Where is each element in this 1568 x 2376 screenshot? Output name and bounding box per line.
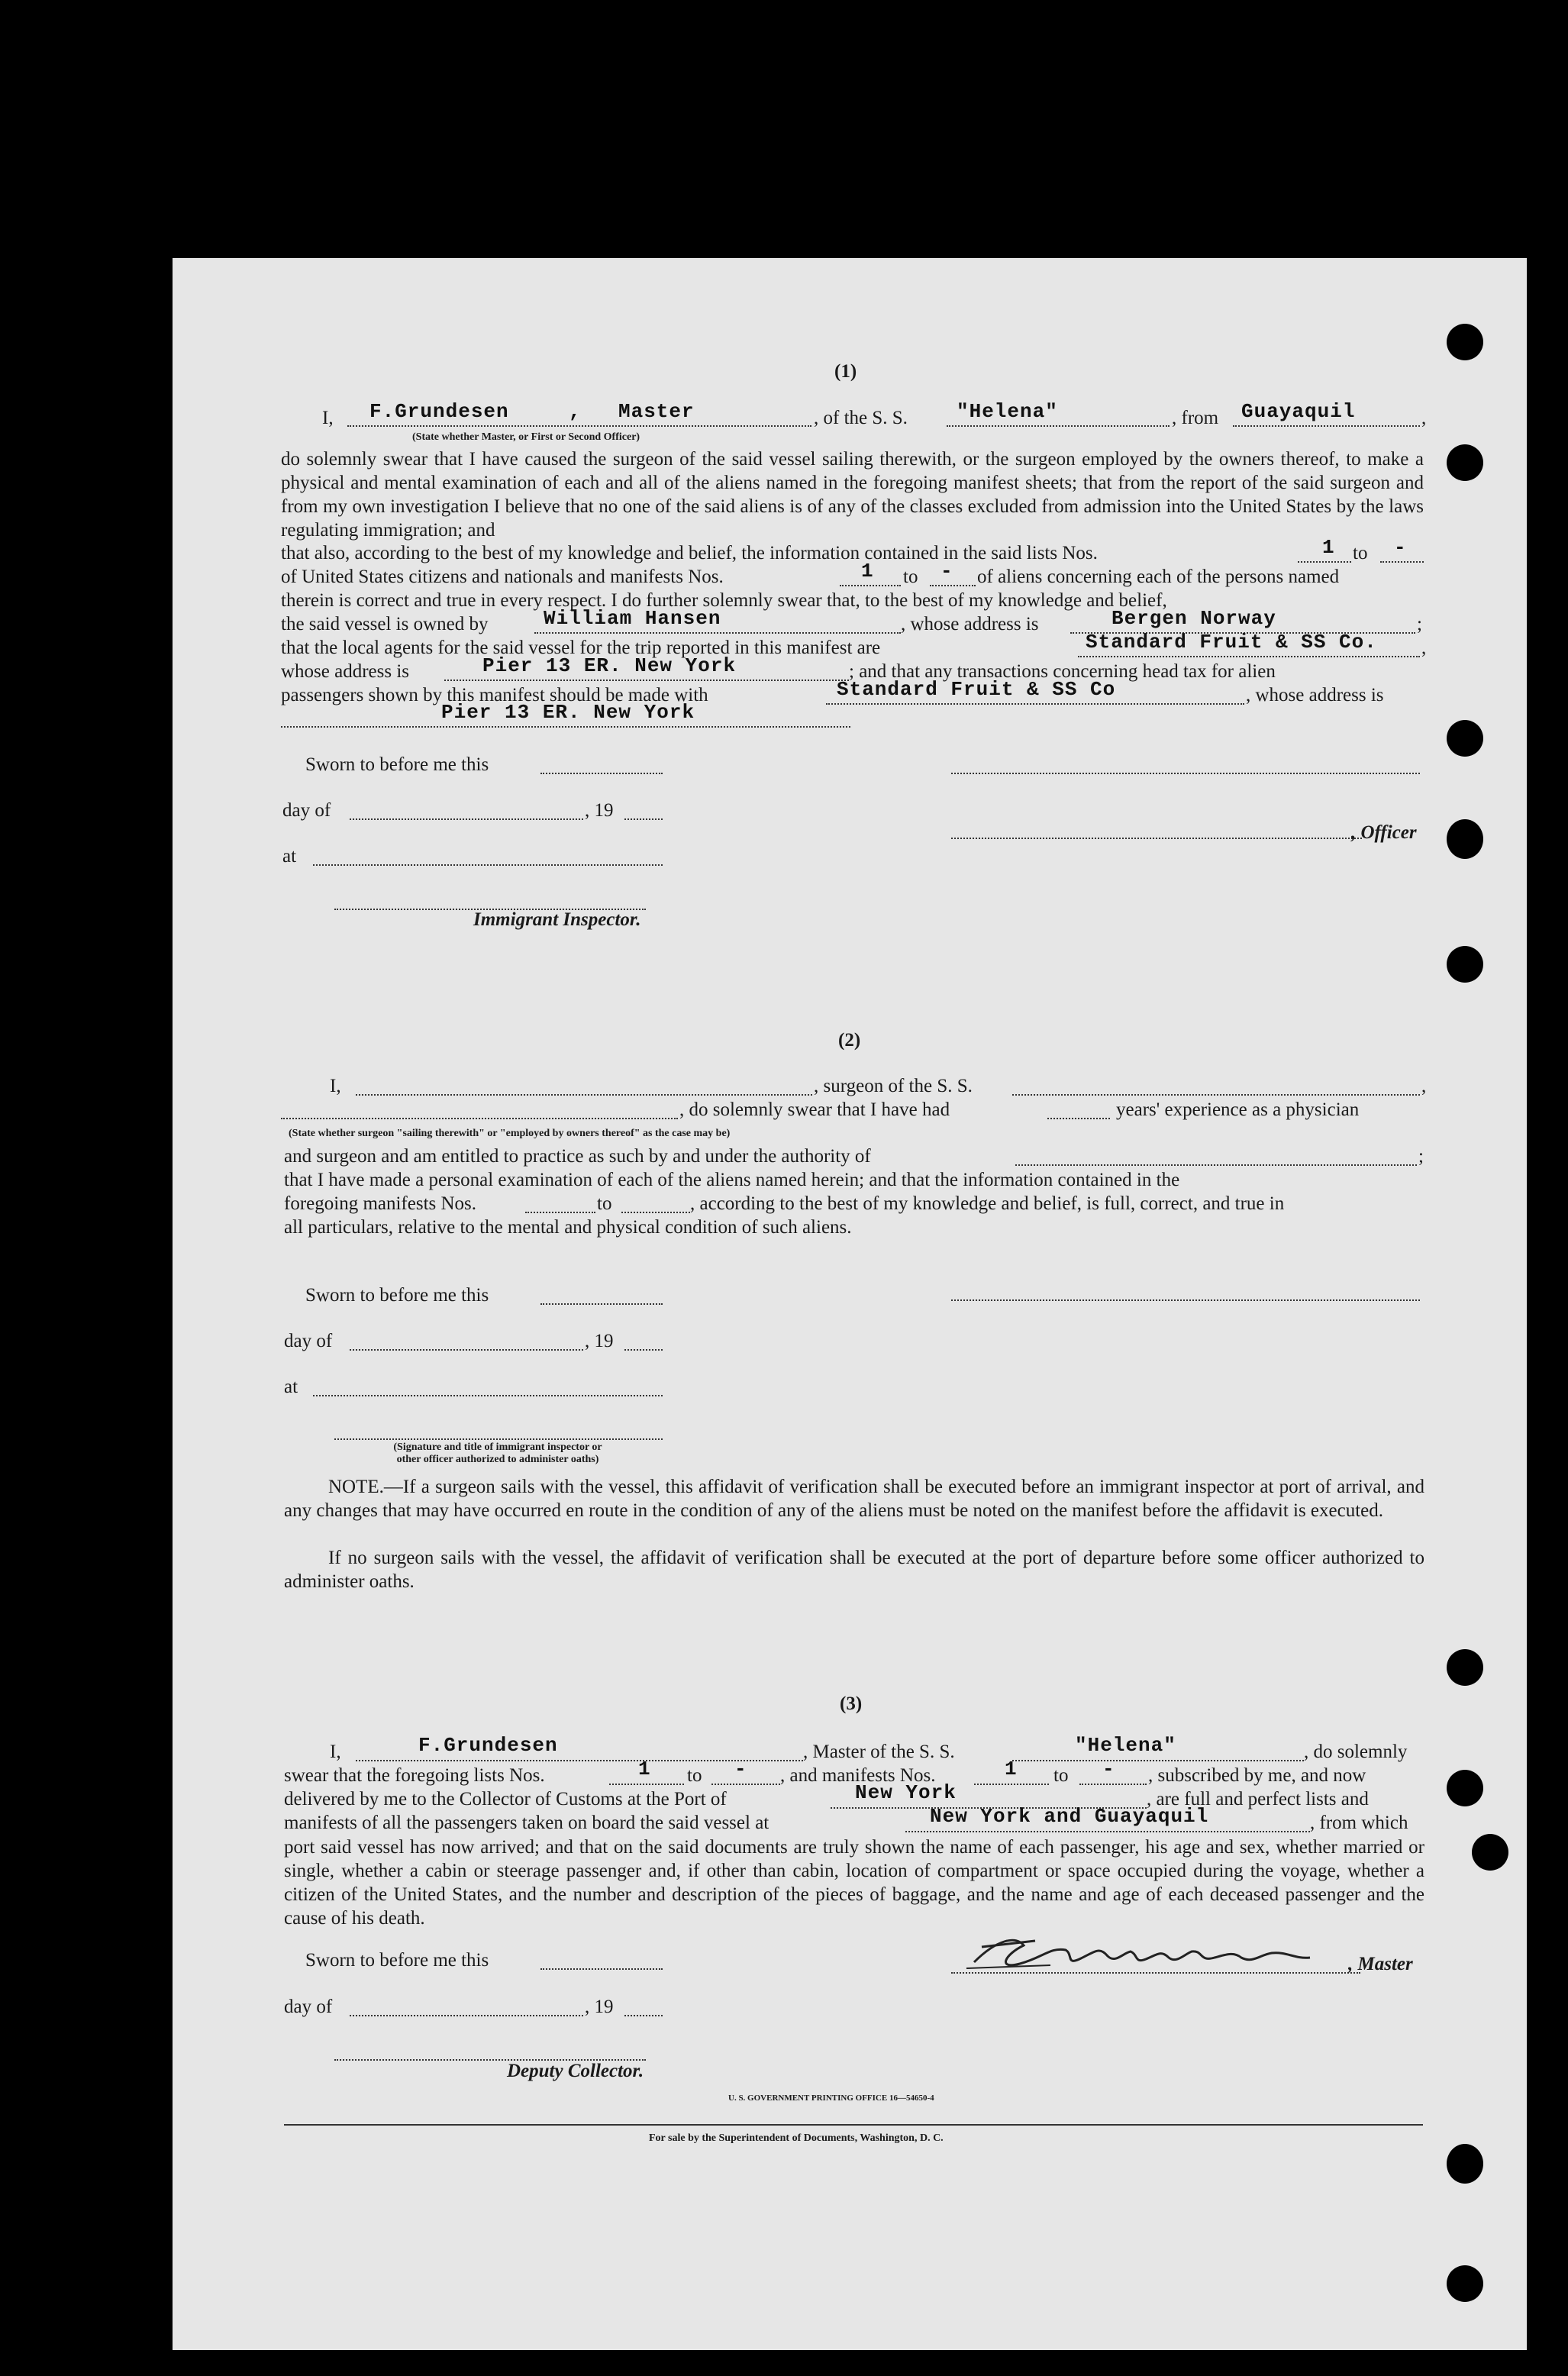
s3-day-of: day of xyxy=(284,1997,333,2017)
punch-hole xyxy=(1472,1834,1508,1871)
s2-signature-hint-1: (Signature and title of immigrant inspector or xyxy=(393,1441,602,1453)
s2-line-c2: to xyxy=(597,1193,612,1214)
s3-master-name: F.Grundesen xyxy=(418,1734,558,1757)
s2-semicolon: ; xyxy=(1418,1146,1424,1167)
s1-sworn: Sworn to before me this xyxy=(305,754,489,775)
s1-owner-address-label: , whose address is xyxy=(901,614,1039,634)
s1-to1: to xyxy=(1353,543,1368,563)
s3-master-of: , Master of the S. S. xyxy=(803,1742,955,1762)
s1-head-tax-b: passengers shown by this manifest should be made with xyxy=(281,685,708,705)
s1-to2: to xyxy=(903,567,918,587)
s3-manifests-to: - xyxy=(1102,1758,1115,1780)
s1-oath-paragraph: do solemnly swear that I have caused the surgeon of the said vessel sailing therewith, or the surgeon employed by the owners thereof, to make a physical and mental examination of each and all of the aliens named in the foregoing manifest sheets; that from the report of the said surgeon and from my own investigation I believe that no one of the said aliens is of any of the classes excluded from admission into the United States by the laws regulating immigration; and xyxy=(281,449,1424,541)
s3-line-d2: , from which xyxy=(1310,1813,1408,1833)
s3-line-d1: manifests of all the passengers taken on board the said vessel at xyxy=(284,1813,769,1833)
s2-i: I, xyxy=(330,1076,341,1096)
s1-lists-line: that also, according to the best of my knowledge and belief, the information contained in the said lists Nos. xyxy=(281,543,1098,563)
section-1-number: (1) xyxy=(834,361,857,382)
punch-hole xyxy=(1447,2265,1483,2302)
s2-hint: (State whether surgeon "sailing therewith" or "employed by owners thereof" as the case may be) xyxy=(289,1128,731,1139)
s2-note-1: NOTE.—If a surgeon sails with the vessel, this affidavit of verification shall be executed before an immigrant inspector at port of arrival, and any changes that may have occurred en route in the condition of any of the aliens must be noted on the manifest before the affidavit is executed. xyxy=(284,1477,1424,1521)
s3-master: , Master xyxy=(1348,1954,1413,1974)
s2-line-a: and surgeon and am entitled to practice as such by and under the authority of xyxy=(284,1146,871,1167)
s3-line-b2: , and manifests Nos. xyxy=(780,1765,936,1786)
master-signature xyxy=(951,1924,1363,1977)
s1-lists-to: - xyxy=(1394,536,1407,559)
s1-title: Master xyxy=(618,400,695,423)
s1-agents-address: Pier 13 ER. New York xyxy=(482,654,737,677)
s3-year: , 19 xyxy=(585,1997,614,2017)
s1-head-tax-a: ; and that any transactions concerning head tax for alien xyxy=(849,661,1276,682)
s1-owner-address: Bergen Norway xyxy=(1111,607,1276,630)
punch-hole xyxy=(1447,2144,1483,2184)
s2-line-c3: , according to the best of my knowledge and belief, is full, correct, and true in xyxy=(690,1193,1285,1214)
s1-day-of: day of xyxy=(282,800,331,821)
s3-taken-at: New York and Guayaquil xyxy=(930,1805,1209,1828)
s2-note-2: If no surgeon sails with the vessel, the affidavit of verification shall be executed at the port of departure before some officer authorized to administer oaths. xyxy=(284,1548,1424,1592)
s1-agents: Standard Fruit & SS Co. xyxy=(1086,631,1377,654)
s1-head-tax-party: Standard Fruit & SS Co xyxy=(837,678,1116,701)
s3-solemnly: , do solemnly xyxy=(1304,1742,1408,1762)
s1-master-name: F.Grundesen xyxy=(369,400,509,423)
s3-port: New York xyxy=(855,1781,957,1804)
s2-line-d: all particulars, relative to the mental and physical condition of such aliens. xyxy=(284,1217,852,1238)
s1-head-tax-address: Pier 13 ER. New York xyxy=(441,701,695,724)
s1-manifests-line-a: of United States citizens and nationals and manifests Nos. xyxy=(281,567,724,587)
s3-manifests-from: 1 xyxy=(1005,1758,1018,1780)
s2-surgeon-of: , surgeon of the S. S. xyxy=(814,1076,973,1096)
s3-line-c2: , are full and perfect lists and xyxy=(1147,1789,1369,1809)
s1-head-tax-address-label: , whose address is xyxy=(1246,685,1384,705)
s1-owner: William Hansen xyxy=(544,607,721,630)
punch-hole xyxy=(1447,720,1483,757)
s2-experience: years' experience as a physician xyxy=(1116,1099,1360,1120)
s3-line-b1: swear that the foregoing lists Nos. xyxy=(284,1765,545,1786)
punch-hole xyxy=(1447,946,1483,983)
s1-agents-address-label: whose address is xyxy=(281,661,410,682)
section-2-number: (2) xyxy=(838,1030,861,1051)
s1-agents-comma: , xyxy=(1421,638,1427,658)
s3-lists-to: - xyxy=(734,1758,747,1780)
s1-comma: , xyxy=(569,400,582,423)
punch-hole xyxy=(1447,1649,1483,1686)
s1-correct-line: therein is correct and true in every respect. I do further solemnly swear that, to the best of my knowledge and belief, xyxy=(281,590,1167,611)
for-sale-line: For sale by the Superintendent of Documents, Washington, D. C. xyxy=(649,2132,944,2144)
s1-agents-label: that the local agents for the said vessel for the trip reported in this manifest are xyxy=(281,638,881,658)
s1-semicolon: ; xyxy=(1417,614,1422,634)
s2-trailing-comma: , xyxy=(1421,1076,1427,1096)
s1-from: , from xyxy=(1172,408,1219,428)
s1-title-hint: (State whether Master, or First or Second Officer) xyxy=(412,431,640,443)
s2-line-c1: foregoing manifests Nos. xyxy=(284,1193,477,1214)
section-3-number: (3) xyxy=(840,1693,863,1714)
s2-day-of: day of xyxy=(284,1331,333,1351)
s3-line-c1: delivered by me to the Collector of Customs at the Port of xyxy=(284,1789,727,1809)
s1-of-the-ss: , of the S. S. xyxy=(814,408,908,428)
punch-hole xyxy=(1447,819,1483,859)
s1-trailing-comma: , xyxy=(1421,408,1427,428)
s2-line-b: that I have made a personal examination of each of the aliens named herein; and that the information contained in the xyxy=(284,1170,1180,1190)
printing-office-line: U. S. GOVERNMENT PRINTING OFFICE 16—54650-4 xyxy=(728,2094,934,2103)
s1-manifests-to: - xyxy=(940,560,953,583)
s3-sworn: Sworn to before me this xyxy=(305,1950,489,1971)
punch-hole xyxy=(1447,324,1483,360)
s1-manifests-line-b: of aliens concerning each of the persons named xyxy=(977,567,1340,587)
s3-to2: to xyxy=(1053,1765,1069,1786)
s1-lists-from: 1 xyxy=(1322,536,1335,559)
s3-deputy-collector: Deputy Collector. xyxy=(507,2061,644,2081)
s1-year: , 19 xyxy=(585,800,614,821)
punch-hole xyxy=(1447,1770,1483,1806)
s1-manifests-from: 1 xyxy=(861,560,874,583)
s1-owned-by: the said vessel is owned by xyxy=(281,614,489,634)
s1-ship: "Helena" xyxy=(957,400,1058,423)
s2-signature-hint-2: other officer authorized to administer oaths) xyxy=(396,1454,599,1465)
s2-at: at xyxy=(284,1377,298,1397)
s1-at: at xyxy=(282,846,297,867)
s1-officer: , Officer xyxy=(1351,822,1417,843)
punch-hole xyxy=(1447,444,1483,481)
s3-paragraph: port said vessel has now arrived; and that on the said documents are truly shown the name of each passenger, his age and sex, whether married or single, whether a cabin or steerage passenger and, if other than cabin, location of compartment or space occupied during the voyage, whether a citizen of the United States, and the number and description of the pieces of baggage, and the name and age of each deceased passenger and the cause of his death. xyxy=(284,1837,1424,1929)
s2-sworn: Sworn to before me this xyxy=(305,1285,489,1306)
s3-line-b3: , subscribed by me, and now xyxy=(1148,1765,1366,1786)
s2-swear: , do solemnly swear that I have had xyxy=(679,1099,950,1120)
s2-year: , 19 xyxy=(585,1331,614,1351)
s1-port-from: Guayaquil xyxy=(1241,400,1356,423)
s1-i: I, xyxy=(322,408,334,428)
s1-immigrant-inspector: Immigrant Inspector. xyxy=(473,909,641,930)
s3-lists-from: 1 xyxy=(638,1758,651,1780)
s3-i: I, xyxy=(330,1742,341,1762)
s3-ship: "Helena" xyxy=(1075,1734,1176,1757)
s3-to1: to xyxy=(687,1765,702,1786)
